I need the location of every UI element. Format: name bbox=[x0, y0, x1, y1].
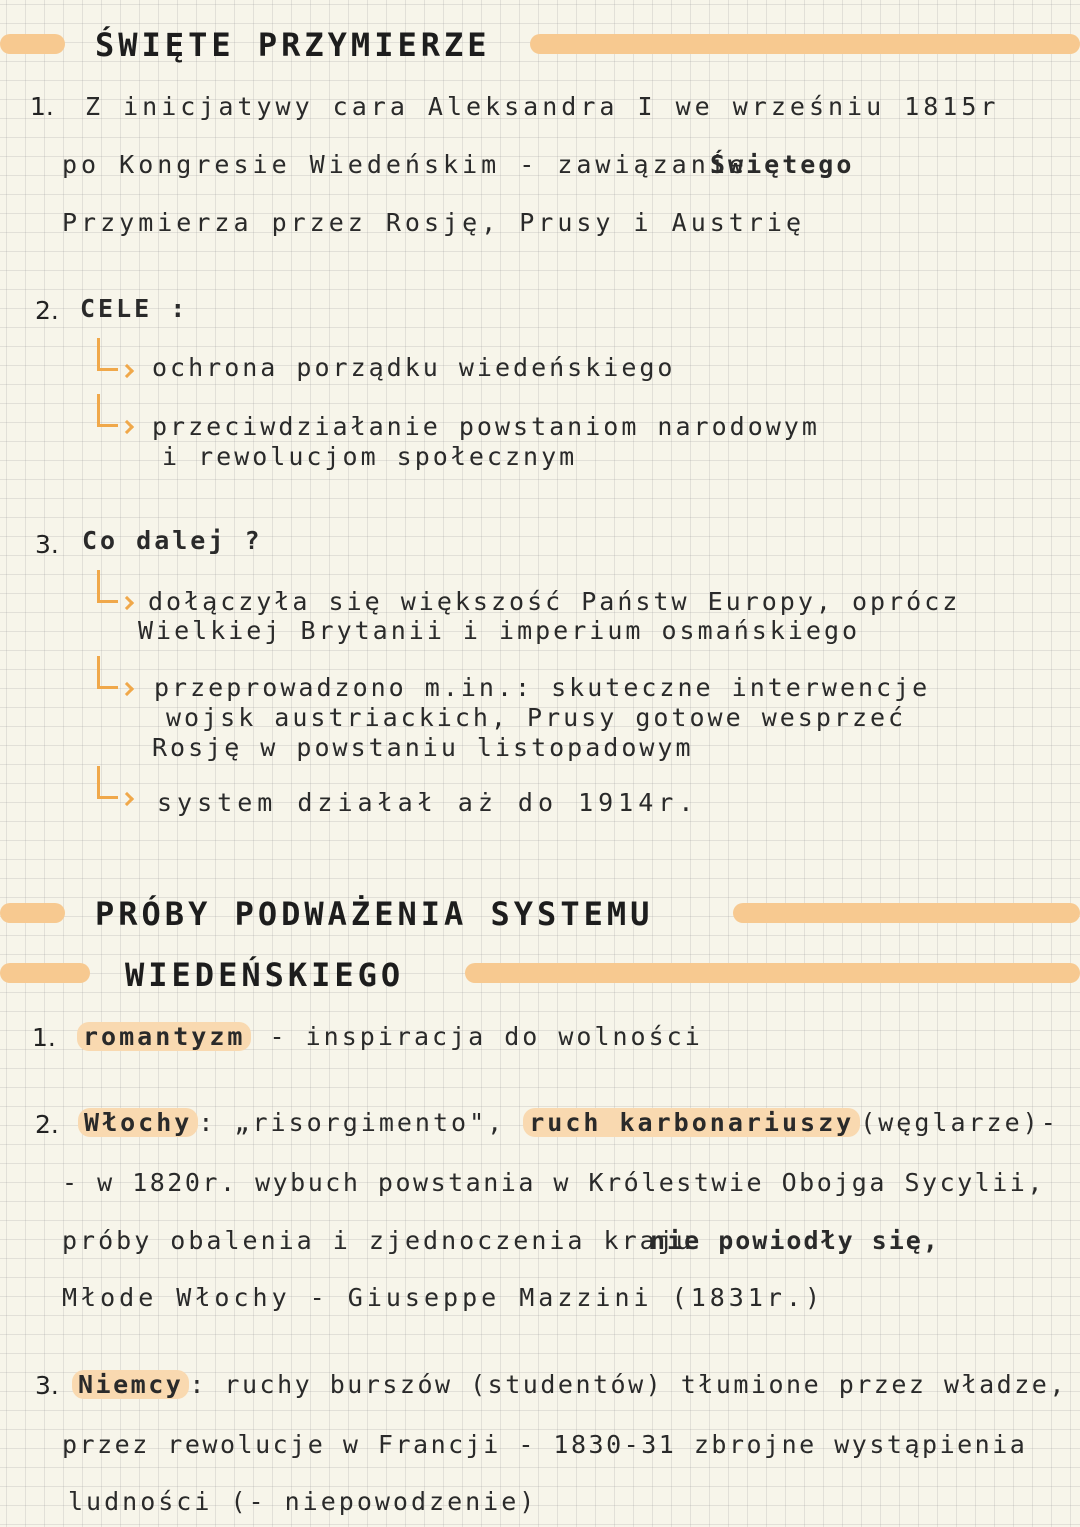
heading-band-right bbox=[530, 34, 1080, 54]
text-line: Młode Włochy - Giuseppe Mazzini (1831r.) bbox=[62, 1283, 825, 1312]
item-text: : ruchy burszów (studentów) tłumione przez władze, bbox=[189, 1370, 1067, 1399]
item-number: 2. bbox=[35, 296, 59, 325]
section-title: PRÓBY PODWAŻENIA SYSTEMU bbox=[95, 895, 654, 933]
heading-band-left bbox=[0, 34, 65, 54]
item-number: 2. bbox=[35, 1110, 59, 1139]
bold-phrase: nie powiodły się, bbox=[650, 1226, 940, 1255]
item-number: 1. bbox=[30, 92, 54, 121]
bullet-text: dołączyła się większość Państw Europy, oprócz bbox=[148, 587, 961, 616]
heading-band-right bbox=[465, 963, 1080, 983]
section-title: ŚWIĘTE PRZYMIERZE bbox=[95, 26, 491, 64]
bullet-text: i rewolucjom społecznym bbox=[162, 442, 578, 471]
bullet-text: przeprowadzono m.in.: skuteczne interwencje bbox=[154, 673, 931, 702]
bullet-text: system działał aż do 1914r. bbox=[157, 788, 699, 817]
text-line: przez rewolucje w Francji - 1830-31 zbrojne wystąpienia bbox=[62, 1430, 1028, 1459]
heading-band-left bbox=[0, 903, 65, 923]
bold-word: Świętego bbox=[710, 150, 855, 179]
arrow-icon bbox=[97, 338, 118, 371]
text-line: po Kongresie Wiedeńskim - zawiązanie bbox=[62, 150, 748, 179]
bullet-text: Rosję w powstaniu listopadowym bbox=[152, 733, 694, 762]
arrow-icon bbox=[97, 394, 118, 427]
item-text: - inspiracja do wolności bbox=[269, 1022, 703, 1051]
item-text: (węglarze)- bbox=[860, 1108, 1059, 1137]
highlighted-term: Niemcy bbox=[72, 1370, 189, 1399]
item-row bbox=[72, 1370, 1067, 1399]
item-number: 1. bbox=[32, 1023, 56, 1052]
bullet-text: ochrona porządku wiedeńskiego bbox=[152, 353, 676, 382]
arrow-icon bbox=[97, 570, 118, 603]
heading-band-left bbox=[0, 963, 90, 983]
item-number: 3. bbox=[35, 1371, 59, 1400]
bullet-text: wojsk austriackich, Prusy gotowe wesprzeć bbox=[166, 703, 907, 732]
highlighted-term: ruch karbonariuszy bbox=[523, 1108, 860, 1137]
item-text: : „risorgimento", bbox=[198, 1108, 506, 1137]
arrow-icon bbox=[97, 766, 118, 799]
bullet-text: przeciwdziałanie powstaniom narodowym bbox=[152, 412, 820, 441]
text-line: - w 1820r. wybuch powstania w Królestwie Obojga Sycylii, bbox=[62, 1168, 1045, 1197]
text-line: Przymierza przez Rosję, Prusy i Austrię bbox=[62, 208, 805, 237]
text-line: ludności (- niepowodzenie) bbox=[68, 1487, 538, 1516]
heading-band-right bbox=[733, 903, 1080, 923]
text-line: Z inicjatywy cara Aleksandra I we wrześniu 1815r bbox=[85, 92, 1000, 121]
arrow-icon bbox=[97, 656, 118, 689]
item-row bbox=[77, 1022, 703, 1051]
item-number: 3. bbox=[35, 530, 59, 559]
item-label: CELE : bbox=[80, 294, 189, 323]
text-line: próby obalenia i zjednoczenia kraju bbox=[62, 1226, 694, 1255]
item-row bbox=[78, 1108, 1059, 1137]
bullet-text: Wielkiej Brytanii i imperium osmańskiego bbox=[138, 616, 861, 645]
section-title: WIEDEŃSKIEGO bbox=[125, 956, 405, 994]
highlighted-term: romantyzm bbox=[77, 1022, 251, 1051]
item-label: Co dalej ? bbox=[82, 526, 263, 555]
highlighted-term: Włochy bbox=[78, 1108, 198, 1137]
